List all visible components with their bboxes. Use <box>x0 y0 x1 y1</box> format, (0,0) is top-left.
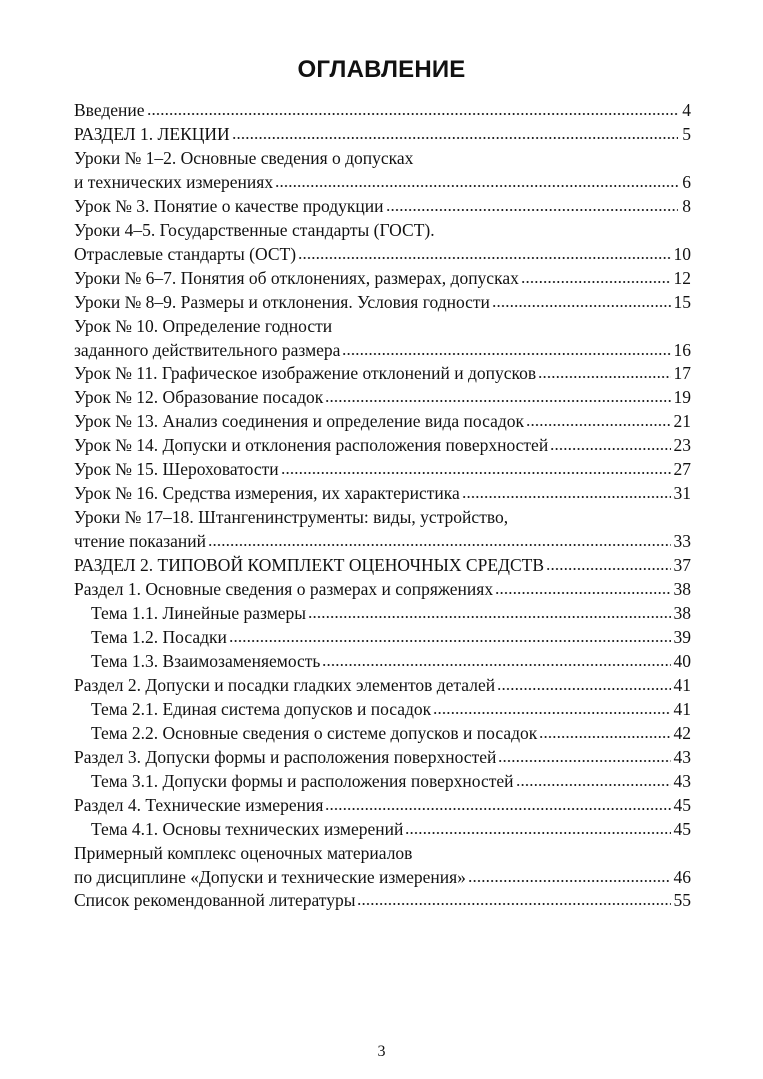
toc-entry-text: Урок № 16. Средства измерения, их характеристика <box>74 483 460 504</box>
toc-entry-line <box>74 889 691 913</box>
dot-leader <box>538 365 670 379</box>
toc-entry-line <box>74 315 691 339</box>
dot-leader <box>232 126 678 140</box>
dot-leader <box>516 773 671 787</box>
dot-leader <box>492 294 671 308</box>
toc-entry-line <box>74 123 691 147</box>
dot-leader <box>275 174 678 188</box>
toc-entry-line <box>74 434 691 458</box>
dot-leader <box>386 198 678 212</box>
toc-entry-line <box>74 722 691 746</box>
toc-page-number: 17 <box>673 363 691 384</box>
toc-entry-line <box>74 362 691 386</box>
toc-entry-line <box>74 147 691 171</box>
toc-page-number: 15 <box>673 291 691 312</box>
toc-entry-text: Раздел 3. Допуски формы и расположения поверхностей <box>74 746 497 767</box>
toc-page-number: 16 <box>673 339 691 360</box>
toc-page-number: 38 <box>673 579 691 600</box>
toc-entry-line <box>74 650 691 674</box>
toc-entry-line <box>74 794 691 818</box>
toc-entry-text: Раздел 4. Технические измерения <box>74 794 324 815</box>
toc-page-number: 39 <box>673 626 691 647</box>
dot-leader <box>147 102 678 116</box>
toc-page-number: 41 <box>673 698 691 719</box>
toc-entry-text: заданного действительного размера <box>74 339 341 360</box>
dot-leader <box>322 653 670 667</box>
toc-page-number: 27 <box>673 459 691 480</box>
toc-entry-text: Тема 1.3. Взаимозаменяемость <box>91 650 321 671</box>
dot-leader <box>298 246 670 260</box>
toc-page-number: 43 <box>673 770 691 791</box>
dot-leader <box>308 605 670 619</box>
toc-page-number: 42 <box>673 722 691 743</box>
toc-page-number: 45 <box>673 794 691 815</box>
toc-entry-line <box>74 267 691 291</box>
toc-entry-line <box>74 195 691 219</box>
toc-page-number: 4 <box>682 100 691 120</box>
toc-entry-line <box>74 410 691 434</box>
dot-leader <box>208 533 671 547</box>
toc-entry-text: Уроки 4–5. Государственные стандарты (ГОСТ). <box>74 219 435 240</box>
dot-leader <box>495 581 670 595</box>
toc-entry-text: Урок № 10. Определение годности <box>74 315 333 336</box>
toc-entry-line <box>74 674 691 698</box>
dot-leader <box>546 557 671 571</box>
toc-entry-line <box>74 482 691 506</box>
toc-entry-line <box>74 530 691 554</box>
dot-leader <box>229 629 671 643</box>
toc-entry-line <box>74 458 691 482</box>
toc-page-number: 10 <box>673 243 691 264</box>
dot-leader <box>433 701 670 715</box>
toc-page-number: 46 <box>673 866 691 887</box>
toc-entry-line <box>74 842 691 866</box>
toc-entry-text: и технических измерениях <box>74 171 274 192</box>
toc-entry-text: Список рекомендованной литературы <box>74 890 356 911</box>
toc-entry-line <box>74 339 691 363</box>
toc-entry-text: Тема 2.2. Основные сведения о системе допусков и посадок <box>91 722 538 743</box>
dot-leader <box>539 725 670 739</box>
dot-leader <box>281 461 671 475</box>
toc-entry-text: Раздел 2. Допуски и посадки гладких элементов деталей <box>74 674 496 695</box>
toc-entry-text: РАЗДЕЛ 2. ТИПОВОЙ КОМПЛЕКТ ОЦЕНОЧНЫХ СРЕДСТВ <box>74 555 544 576</box>
toc-entry-line <box>74 291 691 315</box>
dot-leader <box>342 342 670 356</box>
toc-page-number: 37 <box>673 555 691 576</box>
toc-entry-text: чтение показаний <box>74 531 206 552</box>
page-number: 3 <box>377 1043 386 1060</box>
dot-leader <box>462 485 671 499</box>
toc-page-number: 45 <box>673 818 691 839</box>
toc-entry-text: Примерный комплекс оценочных материалов <box>74 842 413 863</box>
dot-leader <box>526 413 670 427</box>
page-title: ОГЛАВЛЕНИЕ <box>297 56 466 83</box>
dot-leader <box>357 892 670 906</box>
dot-leader <box>325 797 670 811</box>
toc-page-number: 8 <box>682 195 691 216</box>
toc-entry-text: Урок № 14. Допуски и отклонения расположения поверхностей <box>74 435 549 456</box>
toc-page-number: 12 <box>673 267 691 288</box>
dot-leader <box>468 869 671 883</box>
toc-entry-text: Урок № 11. Графическое изображение отклонений и допусков <box>74 363 537 384</box>
toc-entry-text: Уроки № 6–7. Понятия об отклонениях, размерах, допусках <box>74 267 519 288</box>
toc-page-number: 55 <box>673 890 691 911</box>
toc-page-number: 38 <box>673 603 691 624</box>
table-of-contents <box>74 99 691 913</box>
toc-entry-line <box>74 386 691 410</box>
toc-entry-line <box>74 171 691 195</box>
toc-entry-line <box>74 506 691 530</box>
toc-entry-text: Уроки № 1–2. Основные сведения о допусках <box>74 147 414 168</box>
toc-entry-text: Уроки № 8–9. Размеры и отклонения. Условия годности <box>74 291 490 312</box>
toc-entry-line <box>74 626 691 650</box>
toc-entry-line <box>74 866 691 890</box>
toc-page-number: 43 <box>673 746 691 767</box>
toc-entry-text: Отраслевые стандарты (ОСТ) <box>74 243 297 264</box>
dot-leader <box>550 437 670 451</box>
toc-entry-text: РАЗДЕЛ 1. ЛЕКЦИИ <box>74 123 230 144</box>
toc-entry-line <box>74 578 691 602</box>
toc-entry-line <box>74 602 691 626</box>
toc-entry-text: Тема 4.1. Основы технических измерений <box>91 818 404 839</box>
toc-entry-line <box>74 698 691 722</box>
toc-entry-text: по дисциплине «Допуски и технические измерения» <box>74 866 466 887</box>
toc-entry-line <box>74 219 691 243</box>
toc-page-number: 23 <box>673 435 691 456</box>
toc-entry-text: Введение <box>74 100 145 120</box>
toc-entry-text: Урок № 3. Понятие о качестве продукции <box>74 195 384 216</box>
toc-entry-text: Тема 1.1. Линейные размеры <box>91 603 307 624</box>
toc-page-number: 19 <box>673 387 691 408</box>
dot-leader <box>405 821 670 835</box>
toc-entry-line <box>74 818 691 842</box>
toc-entry-line <box>74 99 691 123</box>
toc-entry-line <box>74 243 691 267</box>
toc-entry-text: Тема 1.2. Посадки <box>91 626 227 647</box>
toc-entry-line <box>74 746 691 770</box>
dot-leader <box>497 677 670 691</box>
dot-leader <box>325 389 670 403</box>
dot-leader <box>521 270 671 284</box>
toc-entry-text: Тема 2.1. Единая система допусков и посадок <box>91 698 432 719</box>
toc-page-number: 40 <box>673 650 691 671</box>
toc-entry-line <box>74 770 691 794</box>
toc-entry-text: Урок № 12. Образование посадок <box>74 387 324 408</box>
toc-entry-text: Раздел 1. Основные сведения о размерах и сопряжениях <box>74 579 494 600</box>
toc-page-number: 6 <box>682 171 691 192</box>
toc-entry-text: Урок № 15. Шероховатости <box>74 459 279 480</box>
toc-entry-text: Тема 3.1. Допуски формы и расположения поверхностей <box>91 770 514 791</box>
toc-page-number: 31 <box>673 483 691 504</box>
toc-page-number: 41 <box>673 674 691 695</box>
toc-page-number: 21 <box>673 411 691 432</box>
toc-page-number: 5 <box>682 123 691 144</box>
toc-entry-text: Уроки № 17–18. Штангенинструменты: виды, устройство, <box>74 507 509 528</box>
dot-leader <box>498 749 670 763</box>
toc-page-number: 33 <box>673 531 691 552</box>
toc-entry-text: Урок № 13. Анализ соединения и определение вида посадок <box>74 411 525 432</box>
toc-entry-line <box>74 554 691 578</box>
